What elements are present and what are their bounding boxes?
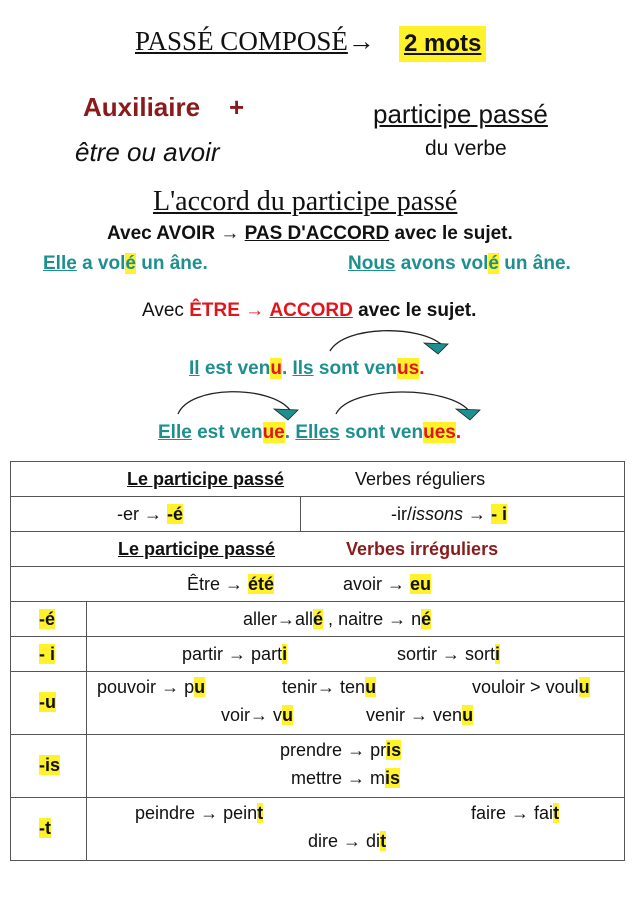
ending-is-row: [11, 735, 624, 798]
arrowhead-3: [456, 409, 480, 420]
participle-table: [10, 461, 625, 861]
arc-elles-arrow: [336, 392, 470, 414]
ending-t-label: -t: [39, 818, 51, 838]
ending-u-example-c: vouloir > voulu: [472, 677, 590, 697]
er-rule: -er → -é: [117, 504, 184, 524]
ending-u-example-e: venir → venu: [366, 705, 474, 725]
aux-choice: être ou avoir: [75, 137, 220, 167]
ending-t-example-c: dire → dit: [308, 831, 387, 851]
title-main: PASSÉ COMPOSÉ: [135, 26, 348, 56]
ending-is-example-b: mettre → mis: [291, 768, 401, 788]
etre-example-2: Elle est venue. Elles sont venues.: [158, 422, 462, 443]
irregular-header-right: Verbes irréguliers: [346, 539, 499, 559]
ending-e-label: -é: [39, 609, 56, 629]
ending-u-example-b: tenir→ tenu: [282, 677, 377, 697]
etre-rule: Avec ÊTRE → ACCORD avec le sujet.: [142, 300, 477, 321]
ending-u-row: [11, 672, 624, 735]
regular-header-left: Le participe passé: [127, 469, 285, 489]
ending-e-examples: aller→allé , naitre → né: [243, 609, 432, 629]
arc-elle-arrow: [178, 392, 290, 414]
ending-is-example-a: prendre → pris: [280, 740, 402, 760]
accord-heading: L'accord du participe passé: [153, 186, 458, 217]
arrowhead-2: [274, 409, 298, 420]
regular-endings-row: [11, 497, 624, 532]
arc-ils-arrow: [330, 331, 442, 351]
ending-i-row: [11, 637, 624, 672]
avoir-example-1: Elle a volé un âne.: [43, 253, 208, 274]
ending-u-example-d: voir→ vu: [221, 705, 294, 725]
title-arrow: →: [347, 26, 375, 56]
ending-t-example-a: peindre → peint: [135, 803, 264, 823]
ir-rule: -ir/issons → - i: [391, 504, 508, 524]
irregular-header-row: [11, 532, 624, 567]
ending-i-example-b: sortir → sorti: [397, 644, 501, 664]
title-highlight: 2 mots: [399, 26, 486, 62]
ending-i-example-a: partir → parti: [182, 644, 288, 664]
ending-t-row: [11, 798, 624, 861]
etre-example-1: Il est venu. Ils sont venus.: [189, 358, 425, 379]
participe-passe-label: participe passé: [373, 99, 548, 129]
ending-is-label: -is: [39, 755, 61, 775]
arrowhead-1: [424, 343, 448, 354]
du-verbe-label: du verbe: [425, 137, 507, 160]
avoir-example-2: Nous avons volé un âne.: [348, 253, 571, 274]
ending-u-example-a: pouvoir → pu: [97, 677, 206, 697]
auxiliaire-label: Auxiliaire: [83, 92, 201, 122]
avoir-pp: avoir → eu: [343, 574, 432, 594]
irregular-header-left: Le participe passé: [118, 539, 276, 559]
regular-header-right: Verbes réguliers: [355, 469, 486, 489]
regular-divider: [300, 497, 301, 531]
ending-i-label: - i: [39, 644, 55, 664]
regular-header-row: [11, 462, 624, 497]
ending-e-row: [11, 602, 624, 637]
ending-t-example-b: faire → fait: [471, 803, 560, 823]
etre-avoir-row: [11, 567, 624, 602]
plus-sign: +: [229, 92, 245, 122]
avoir-rule: Avec AVOIR → PAS D'ACCORD avec le sujet.: [107, 223, 513, 244]
ending-u-label: -u: [39, 692, 56, 712]
etre-pp: Être → été: [187, 574, 275, 594]
